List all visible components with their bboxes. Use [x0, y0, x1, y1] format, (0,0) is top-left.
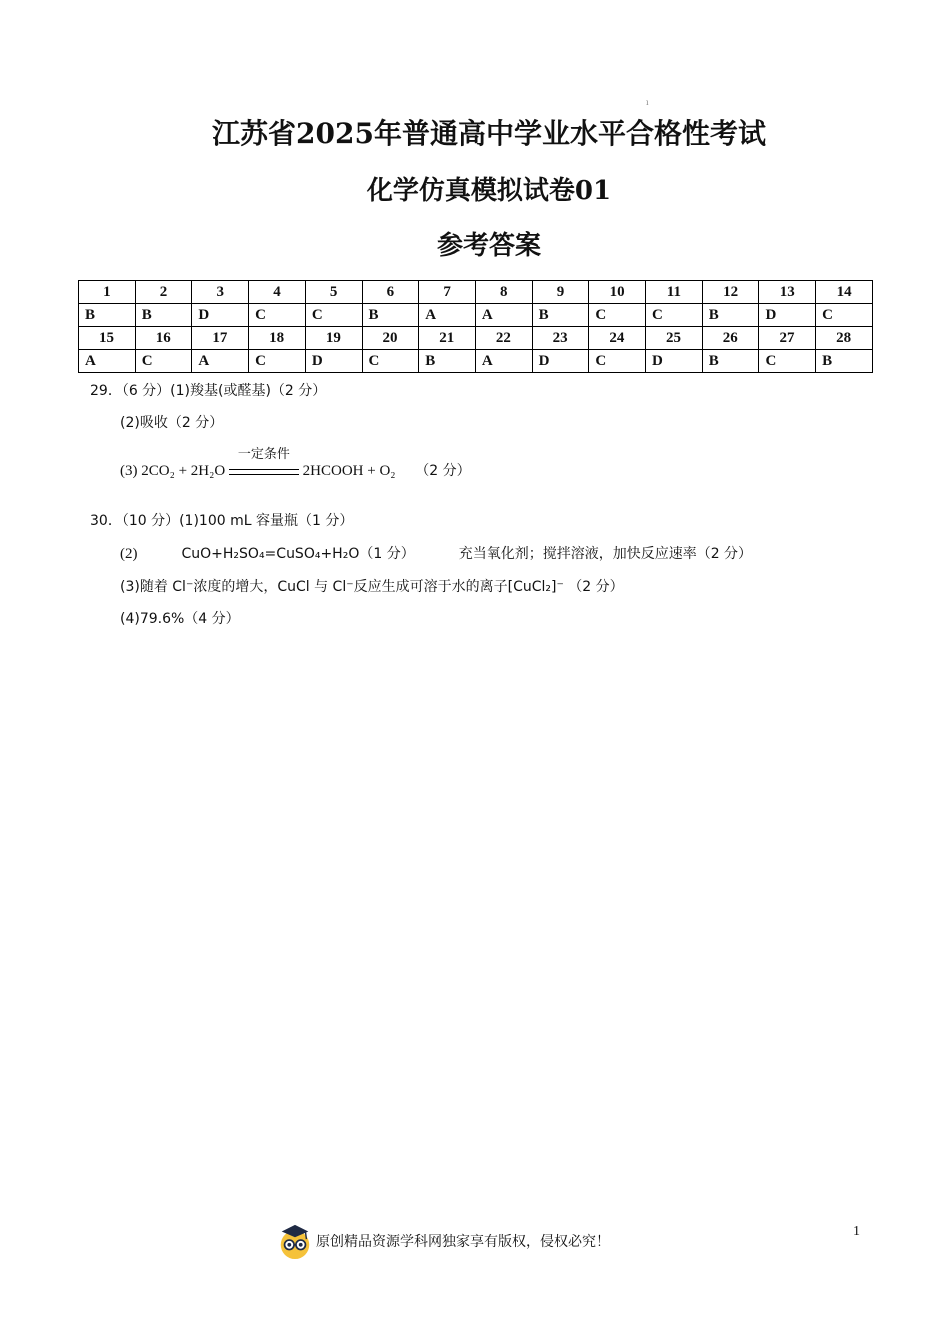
q30-part2-text: 充当氧化剂；搅拌溶液，加快反应速率（2 分）: [458, 546, 753, 562]
exam-title: 江苏省2025年普通高中学业水平合格性考试: [212, 117, 766, 150]
q30-part3: (3)随着 Cl⁻浓度的增大，CuCl 与 Cl⁻反应生成可溶于水的离子[CuCl₂]⁻ （2 分）: [120, 579, 624, 595]
page-number: 1: [853, 1224, 860, 1239]
table-cell: C: [135, 350, 192, 373]
footer: [276, 1221, 610, 1261]
equation-arrow: [229, 447, 299, 480]
chemical-equation: [141, 447, 396, 480]
table-cell: 17: [192, 327, 249, 350]
q30-part4: (4)79.6%（4 分）: [120, 611, 240, 627]
q30-part2-equation: CuO+H₂SO₄=CuSO₄+H₂O（1 分）: [181, 546, 415, 562]
reaction-condition: 一定条件: [237, 447, 290, 462]
table-cell: B: [816, 350, 873, 373]
table-cell: 7: [419, 281, 476, 304]
table-cell: 6: [362, 281, 419, 304]
table-cell: B: [419, 350, 476, 373]
table-cell: D: [759, 304, 816, 327]
table-cell: 5: [305, 281, 362, 304]
q29-part3-score: （2 分）: [415, 463, 471, 479]
table-cell: D: [646, 350, 703, 373]
table-cell: 3: [192, 281, 249, 304]
table-cell: B: [362, 304, 419, 327]
table-row-answers-2: [79, 350, 873, 373]
table-cell: C: [249, 350, 306, 373]
table-cell: A: [419, 304, 476, 327]
owl-logo-icon: [276, 1222, 314, 1260]
table-cell: B: [702, 350, 759, 373]
table-cell: C: [362, 350, 419, 373]
exam-subtitle: 化学仿真模拟试卷01: [366, 176, 612, 206]
table-cell: 8: [475, 281, 532, 304]
q30-part1: 30．（10 分）(1)100 mL 容量瓶（1 分）: [90, 513, 354, 529]
table-cell: B: [532, 304, 589, 327]
q29-part2: (2)吸收（2 分）: [120, 415, 224, 431]
table-cell: C: [249, 304, 306, 327]
q29-part1: 29．（6 分）(1)羧基(或醛基)（2 分）: [90, 383, 327, 399]
table-cell: D: [192, 304, 249, 327]
table-cell: A: [475, 304, 532, 327]
table-cell: 25: [646, 327, 703, 350]
table-cell: 14: [816, 281, 873, 304]
table-cell: 9: [532, 281, 589, 304]
table-cell: 23: [532, 327, 589, 350]
equation-reactants: 2CO₂ + 2H₂O: [141, 463, 226, 479]
q29-part3-prefix: (3): [120, 463, 138, 479]
table-row-numbers-1: [79, 281, 873, 304]
table-cell: 24: [589, 327, 646, 350]
table-cell: C: [589, 304, 646, 327]
table-cell: C: [589, 350, 646, 373]
table-cell: B: [135, 304, 192, 327]
table-cell: A: [79, 350, 136, 373]
double-line-icon: [229, 469, 299, 475]
table-cell: 28: [816, 327, 873, 350]
header-mark: ı: [646, 98, 649, 107]
table-cell: 16: [135, 327, 192, 350]
table-cell: C: [816, 304, 873, 327]
table-cell: C: [759, 350, 816, 373]
equation-products: 2HCOOH + O₂: [302, 463, 396, 479]
table-cell: B: [79, 304, 136, 327]
table-cell: 21: [419, 327, 476, 350]
table-cell: 22: [475, 327, 532, 350]
answer-key-heading: 参考答案: [436, 231, 541, 261]
table-cell: 15: [79, 327, 136, 350]
table-cell: C: [646, 304, 703, 327]
table-cell: D: [532, 350, 589, 373]
table-cell: 12: [702, 281, 759, 304]
table-cell: 19: [305, 327, 362, 350]
copyright-notice: 原创精品资源学科网独家享有版权，侵权必究！: [316, 1234, 610, 1250]
table-row-numbers-2: [79, 327, 873, 350]
answer-table: [78, 280, 873, 373]
table-cell: B: [702, 304, 759, 327]
table-cell: 26: [702, 327, 759, 350]
table-cell: A: [192, 350, 249, 373]
table-cell: 10: [589, 281, 646, 304]
q29-part3: [120, 447, 471, 480]
table-cell: A: [475, 350, 532, 373]
table-cell: 1: [79, 281, 136, 304]
table-cell: 4: [249, 281, 306, 304]
table-cell: 11: [646, 281, 703, 304]
table-cell: C: [305, 304, 362, 327]
table-cell: 18: [249, 327, 306, 350]
table-cell: 2: [135, 281, 192, 304]
table-cell: 20: [362, 327, 419, 350]
table-row-answers-1: [79, 304, 873, 327]
q30-part2: [120, 543, 752, 563]
table-cell: D: [305, 350, 362, 373]
table-cell: 27: [759, 327, 816, 350]
table-cell: 13: [759, 281, 816, 304]
q30-part2-prefix: (2): [120, 546, 138, 562]
